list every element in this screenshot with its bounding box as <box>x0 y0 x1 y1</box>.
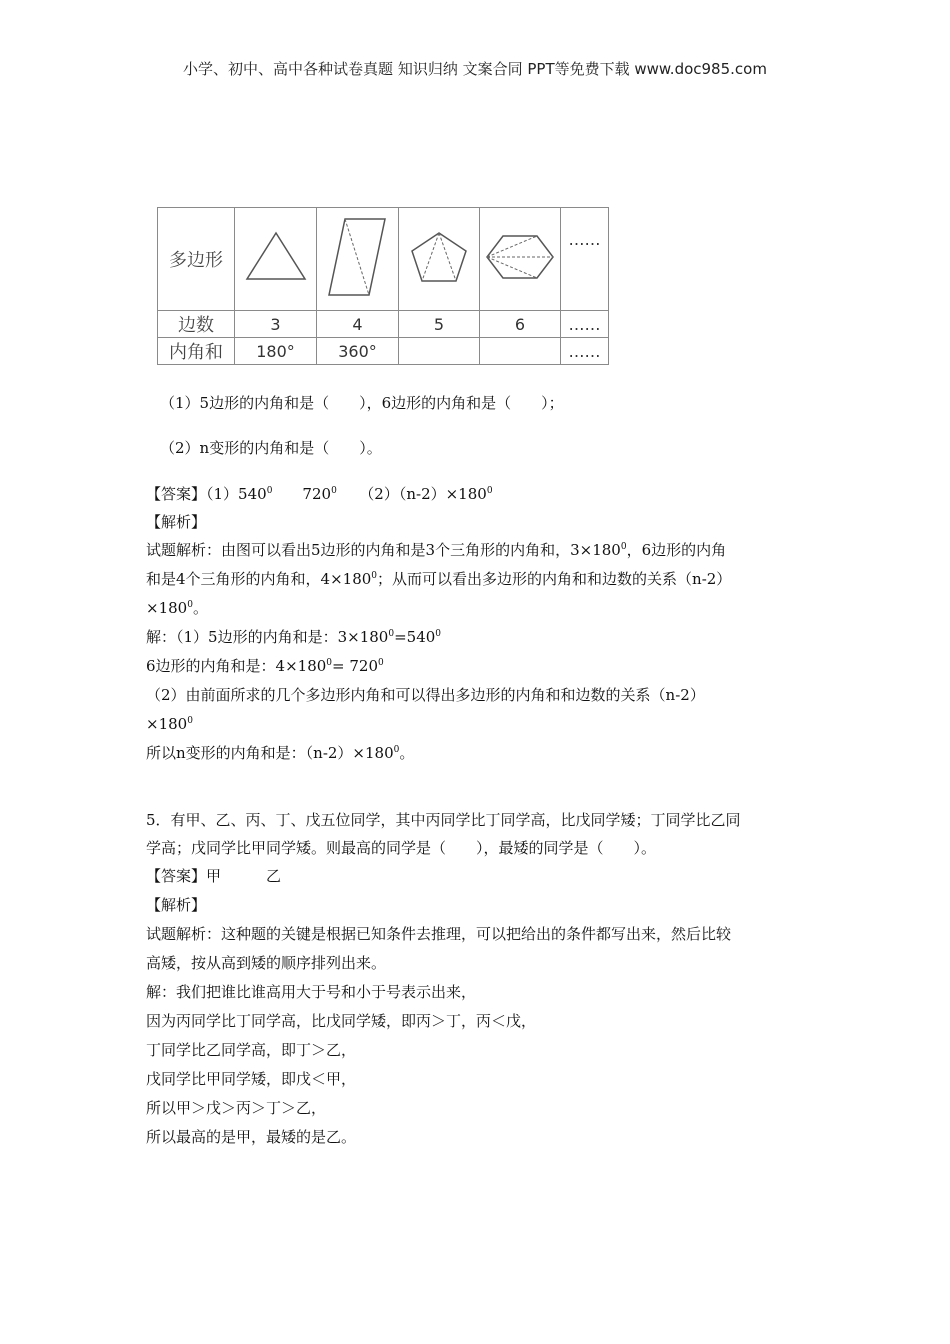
solution-line: 6边形的内角和是：$4\times 180^0= 720^0$ <box>146 657 384 675</box>
solution-line: $\times 180^0$ <box>146 715 193 733</box>
ellipsis-shape: …… <box>561 208 609 311</box>
analysis-line: 试题解析：由图可以看出5边形的内角和是3个三角形的内角和，$3\times 180^0$，6边形的内角 <box>146 541 727 559</box>
analysis-line: 试题解析：这种题的关键是根据已知条件去推理，可以把给出的条件都写出来，然后比较 <box>146 925 732 943</box>
solution-line: 戊同学比甲同学矮，即戊＜甲， <box>146 1070 357 1088</box>
row-label-polygon: 多边形 <box>158 208 235 311</box>
analysis-line: $\times 180^0$。 <box>146 599 208 617</box>
angle-sum-value: …… <box>561 338 609 365</box>
row-label-sides: 边数 <box>158 311 235 338</box>
row-label-angle-sum: 内角和 <box>158 338 235 365</box>
angle-sum-value <box>399 338 480 365</box>
problem-5-cont: 学高；戊同学比甲同学矮。则最高的同学是（ ），最矮的同学是（ ）。 <box>146 839 657 857</box>
sides-value: 4 <box>317 311 399 338</box>
solution-line: 所以n变形的内角和是：$(n-2)\times 180^0$。 <box>146 744 415 762</box>
answer-5: 【答案】甲 乙 <box>146 867 282 885</box>
polygon-table <box>157 207 609 365</box>
parallelogram-shape <box>317 208 399 311</box>
sides-value: 3 <box>235 311 317 338</box>
solution-line: 所以最高的是甲，最矮的是乙。 <box>146 1128 357 1146</box>
answer-4: 【答案】$(1)540^0$ $720^0$ $(2)(n-2)\times 180^0$ <box>146 485 493 503</box>
solution-line: 解：（1）5边形的内角和是：$3\times 180^0=540^0$ <box>146 628 442 646</box>
analysis-heading: 【解析】 <box>146 513 207 531</box>
angle-sum-value: 360° <box>317 338 399 365</box>
page-header: 小学、初中、高中各种试卷真题 知识归纳 文案合同 PPT等免费下载 www.doc985.com <box>183 60 767 78</box>
solution-line: 因为丙同学比丁同学高，比戊同学矮，即丙＞丁，丙＜戊， <box>146 1012 537 1030</box>
sides-value: 5 <box>399 311 480 338</box>
solution-line: （2）由前面所求的几个多边形内角和可以得出多边形的内角和和边数的关系（n-2） <box>146 686 705 704</box>
sides-value: …… <box>561 311 609 338</box>
angle-sum-value: 180° <box>235 338 317 365</box>
solution-line: 所以甲＞戊＞丙＞丁＞乙， <box>146 1099 327 1117</box>
analysis-line: 和是4个三角形的内角和，$4\times 180^0$；从而可以看出多边形的内角和和边数的关系（n-2） <box>146 570 732 588</box>
analysis-heading: 【解析】 <box>146 896 207 914</box>
solution-line: 解：我们把谁比谁高用大于号和小于号表示出来， <box>146 983 477 1001</box>
sides-value: 6 <box>480 311 561 338</box>
hexagon-shape <box>480 208 561 311</box>
solution-line: 丁同学比乙同学高，即丁＞乙， <box>146 1041 357 1059</box>
question-2: （2）n变形的内角和是（ ）。 <box>160 439 382 457</box>
question-1: （1）5边形的内角和是（ ），6边形的内角和是（ ）； <box>160 394 564 412</box>
problem-5: 5．有甲、乙、丙、丁、戊五位同学，其中丙同学比丁同学高，比戊同学矮；丁同学比乙同 <box>146 811 741 829</box>
angle-sum-value <box>480 338 561 365</box>
analysis-line: 高矮，按从高到矮的顺序排列出来。 <box>146 954 387 972</box>
triangle-shape <box>235 208 317 311</box>
pentagon-shape <box>399 208 480 311</box>
